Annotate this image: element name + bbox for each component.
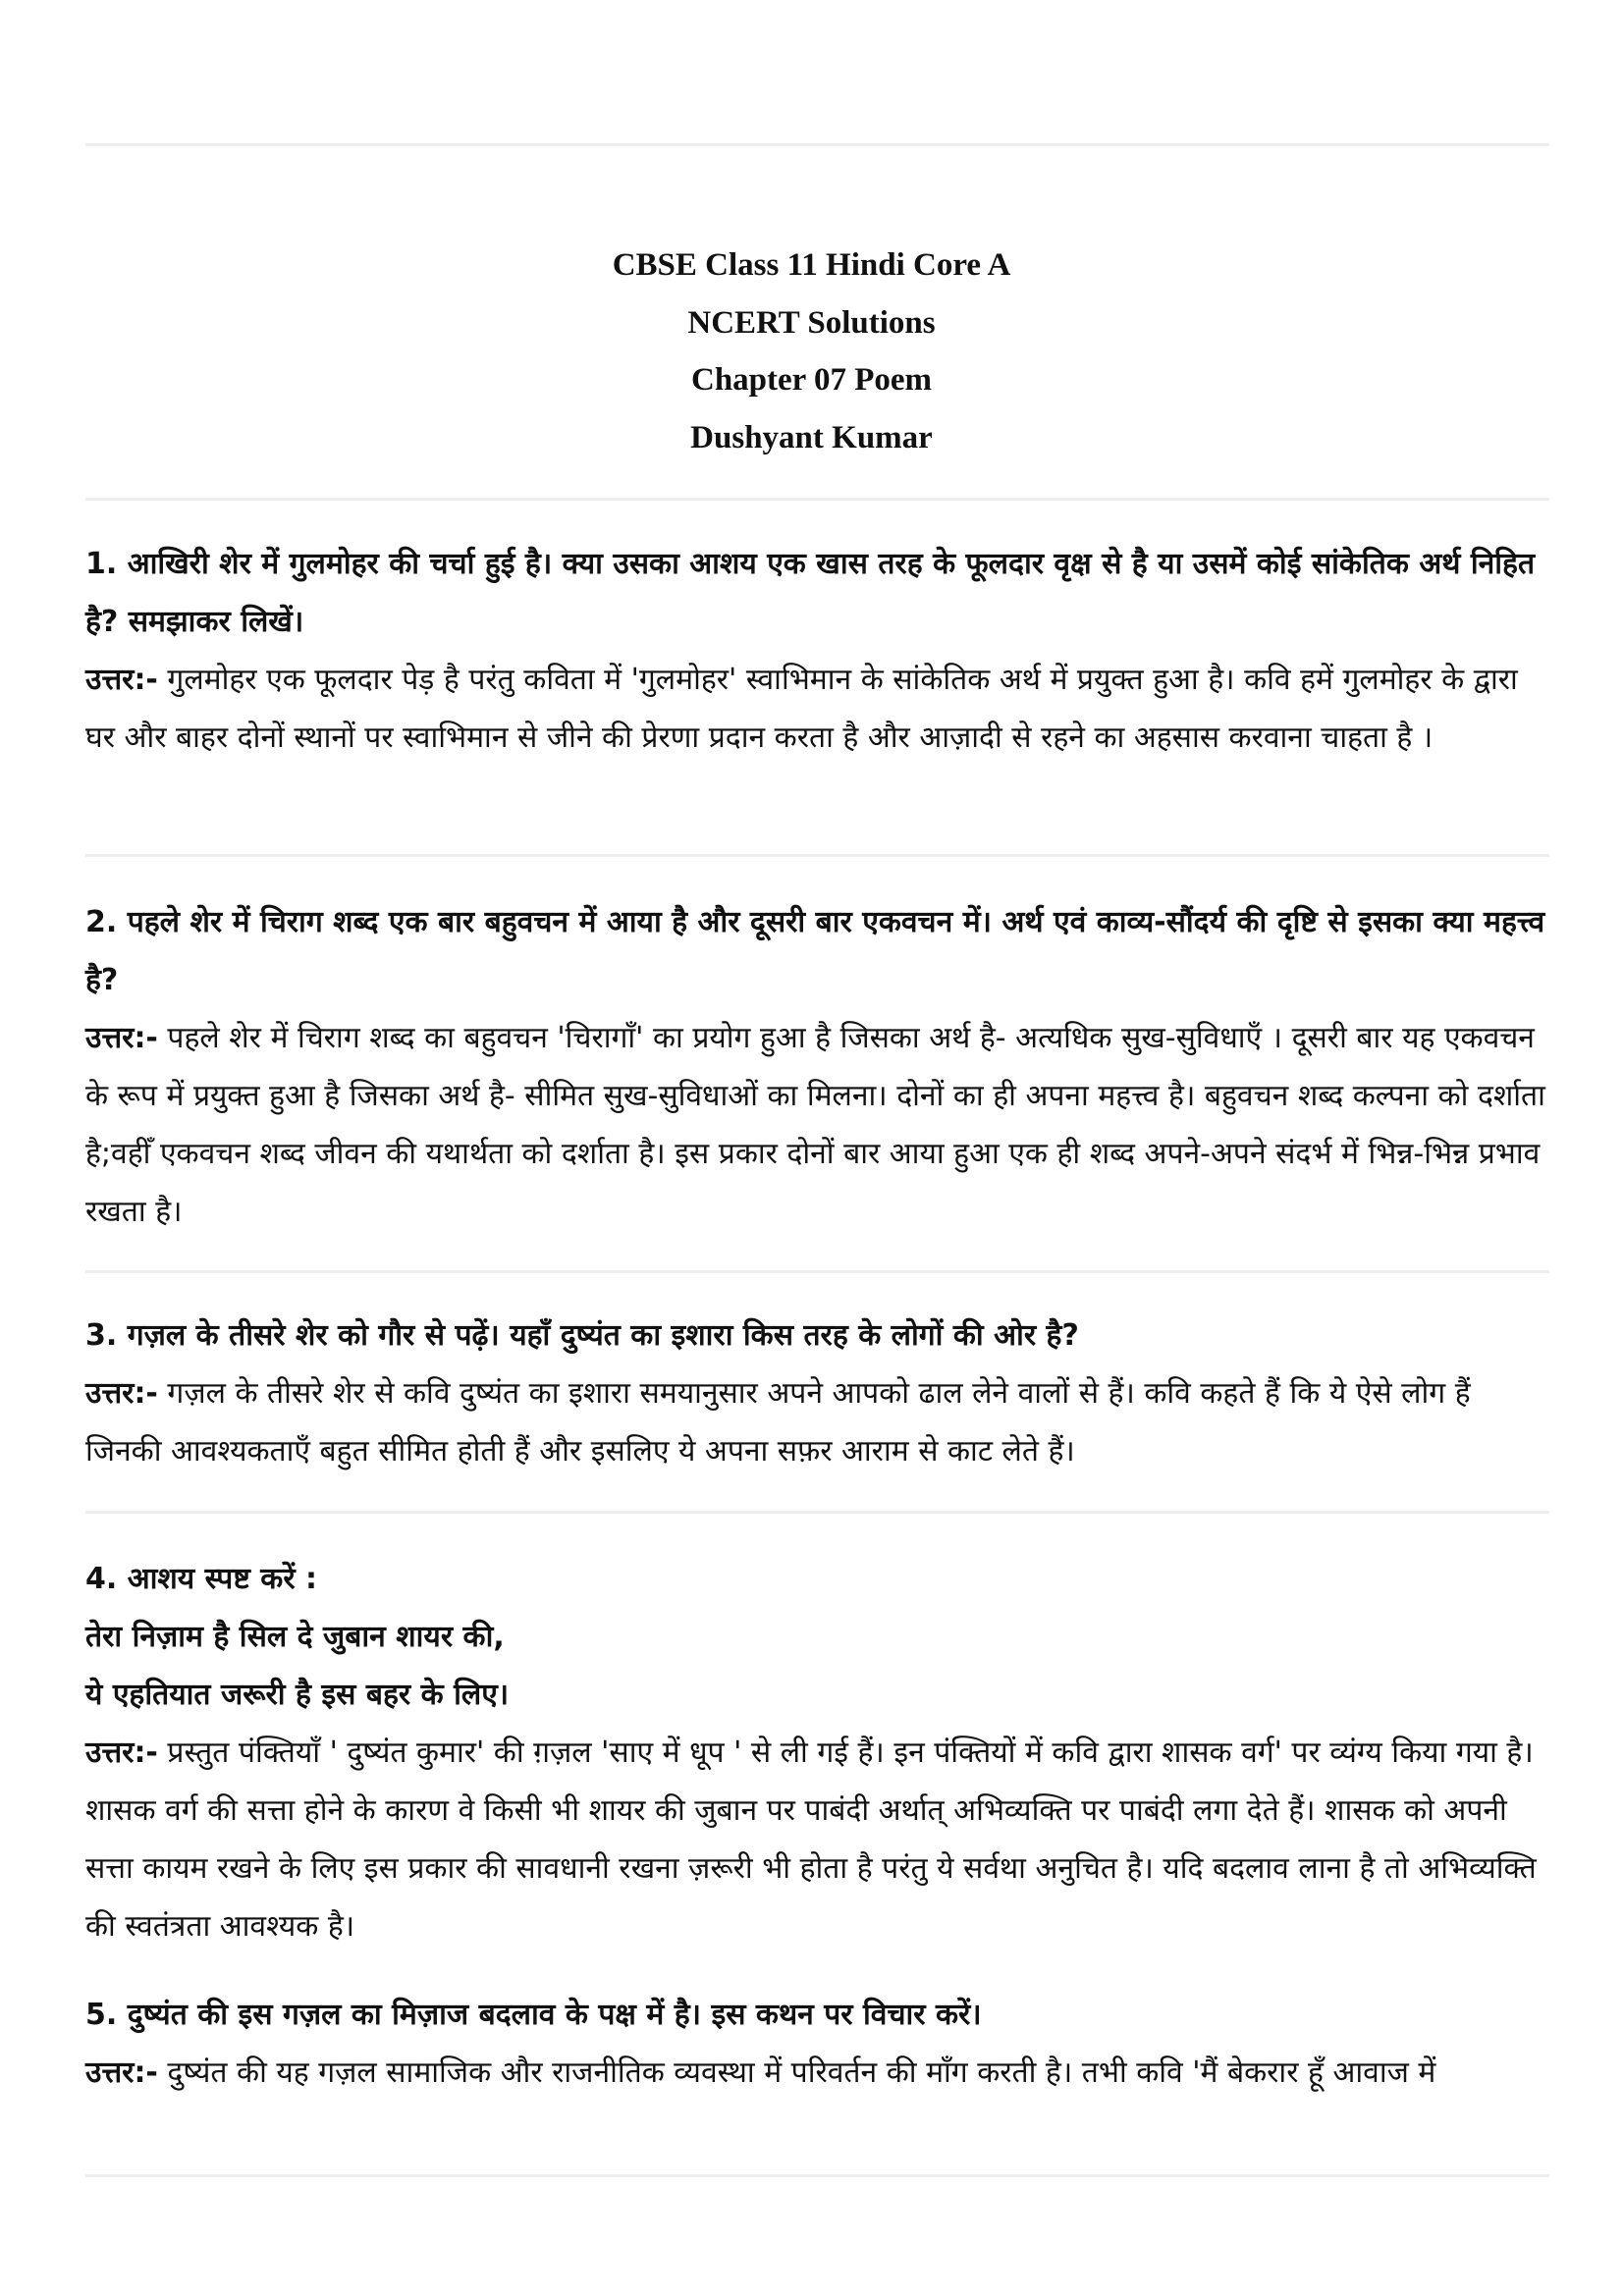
question-block-5 [85, 1986, 1553, 2102]
header-line: CBSE Class 11 Hindi Core A [612, 247, 1011, 283]
header-line: Chapter 07 Poem [690, 362, 933, 398]
answer-label: उत्तर:- [85, 1735, 158, 1770]
question-block-2 [85, 893, 1553, 1241]
divider [85, 498, 1549, 501]
answer-text: गज़ल के तीसरे शेर से कवि दुष्यंत का इशारा समयानुसार अपने आपको ढाल लेने वालों से हैं। कवि कहते हैं कि ये ऐसे लोग हैं जिनकी आवश्यकताएँ बहुत सीमित होती हैं और इसलिए ये अपना सफ़र आराम से काट लेते हैं। [85, 1376, 1471, 1468]
answer-text: दुष्यंत की यह गज़ल सामाजिक और राजनीतिक व्यवस्था में परिवर्तन की माँग करती है। तभी कवि 'मैं बेकरार हूँ आवाज में [157, 2056, 1436, 2090]
header-line: NCERT Solutions [687, 304, 936, 341]
answer-text: गुलमोहर एक फूलदार पेड़ है परंतु कविता में 'गुलमोहर' स्वाभिमान के सांकेतिक अर्थ में प्रयुक्त हुआ है। कवि हमें गुलमोहर के द्वारा घर और बाहर दोनों स्थानों पर स्वाभिमान से जीने की प्रेरणा प्रदान करता है और आज़ादी से रहने का अहसास करवाना चाहता है । [85, 663, 1518, 755]
divider [85, 143, 1549, 146]
divider [85, 854, 1549, 857]
answer-label: उत्तर:- [85, 663, 158, 697]
header-line: Dushyant Kumar [690, 419, 933, 455]
question-block-3 [85, 1307, 1553, 1480]
divider [85, 1511, 1549, 1514]
answer-label: उत्तर:- [85, 1376, 158, 1411]
question-text: 2. पहले शेर में चिराग शब्द एक बार बहुवचन में आया है और दूसरी बार एकवचन में। अर्थ एवं काव्य-सौंदर्य की दृष्टि से इसका क्या महत्त्व है? [85, 905, 1545, 997]
verse-line: तेरा निज़ाम है सिल दे जुबान शायर की, [85, 1620, 505, 1654]
question-text: 4. आशय स्पष्ट करें : [85, 1562, 318, 1596]
question-block-1 [85, 535, 1553, 767]
question-block-4 [85, 1550, 1553, 1955]
document-header [0, 237, 1623, 466]
divider [85, 1270, 1549, 1273]
verse-line: ये एहतियात जरूरी है इस बहर के लिए। [85, 1678, 510, 1712]
answer-label: उत्तर:- [85, 2056, 158, 2090]
question-text: 3. गज़ल के तीसरे शेर को गौर से पढ़ें। यहाँ दुष्यंत का इशारा किस तरह के लोगों की ओर है? [85, 1318, 1079, 1353]
question-text: 1. आखिरी शेर में गुलमोहर की चर्चा हुई है। क्या उसका आशय एक खास तरह के फूलदार वृक्ष से है या उसमें कोई सांकेतिक अर्थ निहित है? समझाकर लिखें। [85, 547, 1536, 639]
question-text: 5. दुष्यंत की इस गज़ल का मिज़ाज बदलाव के पक्ष में है। इस कथन पर विचार करें। [85, 1998, 982, 2032]
divider [85, 2174, 1549, 2177]
answer-text: पहले शेर में चिराग शब्द का बहुवचन 'चिरागाँ' का प्रयोग हुआ है जिसका अर्थ है- अत्यधिक सुख-सुविधाएँ । दूसरी बार यह एकवचन के रूप में प्रयुक्त हुआ है जिसका अर्थ है- सीमित सुख-सुविधाओं का मिलना। दोनों का ही अपना महत्त्व है। बहुवचन शब्द कल्पना को दर्शाता है;वहीँ एकवचन शब्द जीवन की यथार्थता को दर्शाता है। इस प्रकार दोनों बार आया हुआ एक ही शब्द अपने-अपने संदर्भ में भिन्न-भिन्न प्रभाव रखता है। [85, 1021, 1545, 1229]
answer-text: प्रस्तुत पंक्तियाँ ' दुष्यंत कुमार' की ग़ज़ल 'साए में धूप ' से ली गई हैं। इन पंक्तियों में कवि द्वारा शासक वर्ग' पर व्यंग्य किया गया है। शासक वर्ग की सत्ता होने के कारण वे किसी भी शायर की जुबान पर पाबंदी अर्थात् अभिव्यक्ति पर पाबंदी लगा देते हैं। शासक को अपनी सत्ता कायम रखने के लिए इस प्रकार की सावधानी रखना ज़रूरी भी होता है परंतु ये सर्वथा अनुचित है। यदि बदलाव लाना है तो अभिव्यक्ति की स्वतंत्रता आवश्यक है। [85, 1735, 1537, 1944]
answer-label: उत्तर:- [85, 1021, 158, 1055]
